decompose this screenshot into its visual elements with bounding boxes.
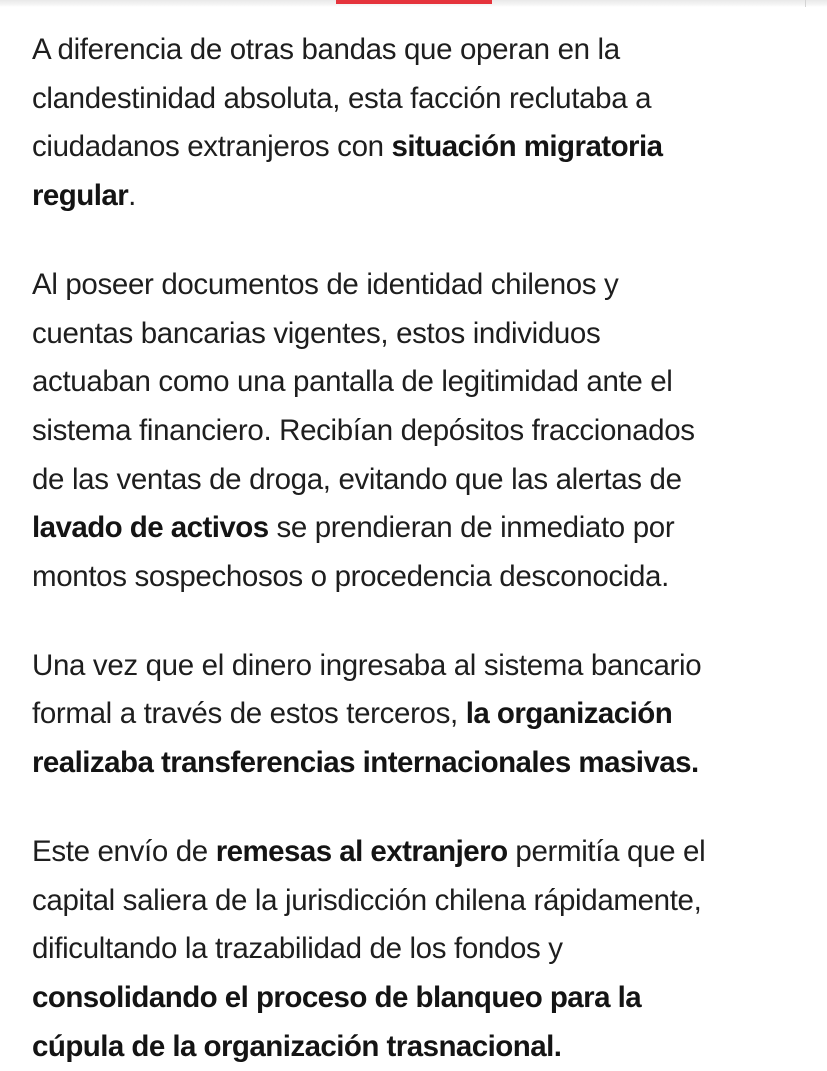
- text-line: [32, 310, 802, 359]
- text-line: [32, 828, 802, 877]
- text-line: [32, 877, 802, 926]
- text-run: formal a través de estos terceros,: [32, 697, 466, 731]
- text-run: ciudadanos extranjeros con: [32, 130, 392, 164]
- text-line: [32, 261, 802, 310]
- article-paragraph: [32, 828, 802, 1071]
- text-line: [32, 75, 802, 124]
- text-line: [32, 358, 802, 407]
- text-line: [32, 1023, 802, 1071]
- text-line: [32, 172, 802, 221]
- text-run: Una vez que el dinero ingresaba al sistema bancario: [32, 648, 702, 682]
- text-run: montos sospechosos o procedencia desconocida.: [32, 560, 669, 594]
- text-line: [32, 925, 802, 974]
- bold-text-run: cúpula de la organización trasnacional.: [32, 1029, 562, 1063]
- text-run: capital saliera de la jurisdicción chilena rápidamente,: [32, 883, 702, 917]
- text-line: [32, 974, 802, 1023]
- text-run: Al poseer documentos de identidad chilenos y: [32, 267, 619, 301]
- text-run: actuaban como una pantalla de legitimidad ante el: [32, 365, 673, 399]
- bold-text-run: situación migratoria: [391, 130, 663, 164]
- bold-text-run: regular: [32, 179, 129, 213]
- text-line: [32, 26, 802, 75]
- article-paragraph: [32, 26, 802, 221]
- text-run: de las ventas de droga, evitando que las alertas de: [32, 462, 682, 496]
- text-run: permitía que el: [507, 834, 706, 868]
- bold-text-run: remesas al extranjero: [215, 834, 508, 868]
- text-run: A diferencia de otras bandas que operan en la: [32, 33, 620, 66]
- bold-text-run: realizaba transferencias internacionales masivas.: [32, 746, 699, 780]
- bold-text-run: consolidando el proceso de blanqueo para la: [32, 980, 642, 1014]
- text-line: [32, 123, 802, 172]
- text-run: .: [128, 179, 137, 213]
- bold-text-run: la organización: [465, 697, 673, 731]
- text-run: se prendieran de inmediato por: [268, 511, 675, 545]
- text-run: clandestinidad absoluta, esta facción reclutaba a: [32, 81, 652, 115]
- text-line: [32, 690, 802, 739]
- text-line: [32, 456, 802, 505]
- article-paragraph: [32, 261, 802, 602]
- text-run: Este envío de: [32, 834, 216, 868]
- text-line: [32, 739, 802, 788]
- text-line: [32, 642, 802, 691]
- toolbar-divider: [805, 0, 806, 7]
- active-section-indicator: [336, 0, 492, 4]
- article-body: [32, 26, 802, 1071]
- text-line: [32, 504, 802, 553]
- bold-text-run: lavado de activos: [32, 511, 269, 545]
- text-line: [32, 407, 802, 456]
- text-run: cuentas bancarias vigentes, estos individuos: [32, 316, 601, 350]
- text-line: [32, 553, 802, 602]
- article-paragraph: [32, 642, 802, 788]
- top-navigation-bar: [0, 0, 827, 7]
- text-run: dificultando la trazabilidad de los fondos y: [32, 932, 563, 966]
- text-run: sistema financiero. Recibían depósitos fraccionados: [32, 413, 695, 447]
